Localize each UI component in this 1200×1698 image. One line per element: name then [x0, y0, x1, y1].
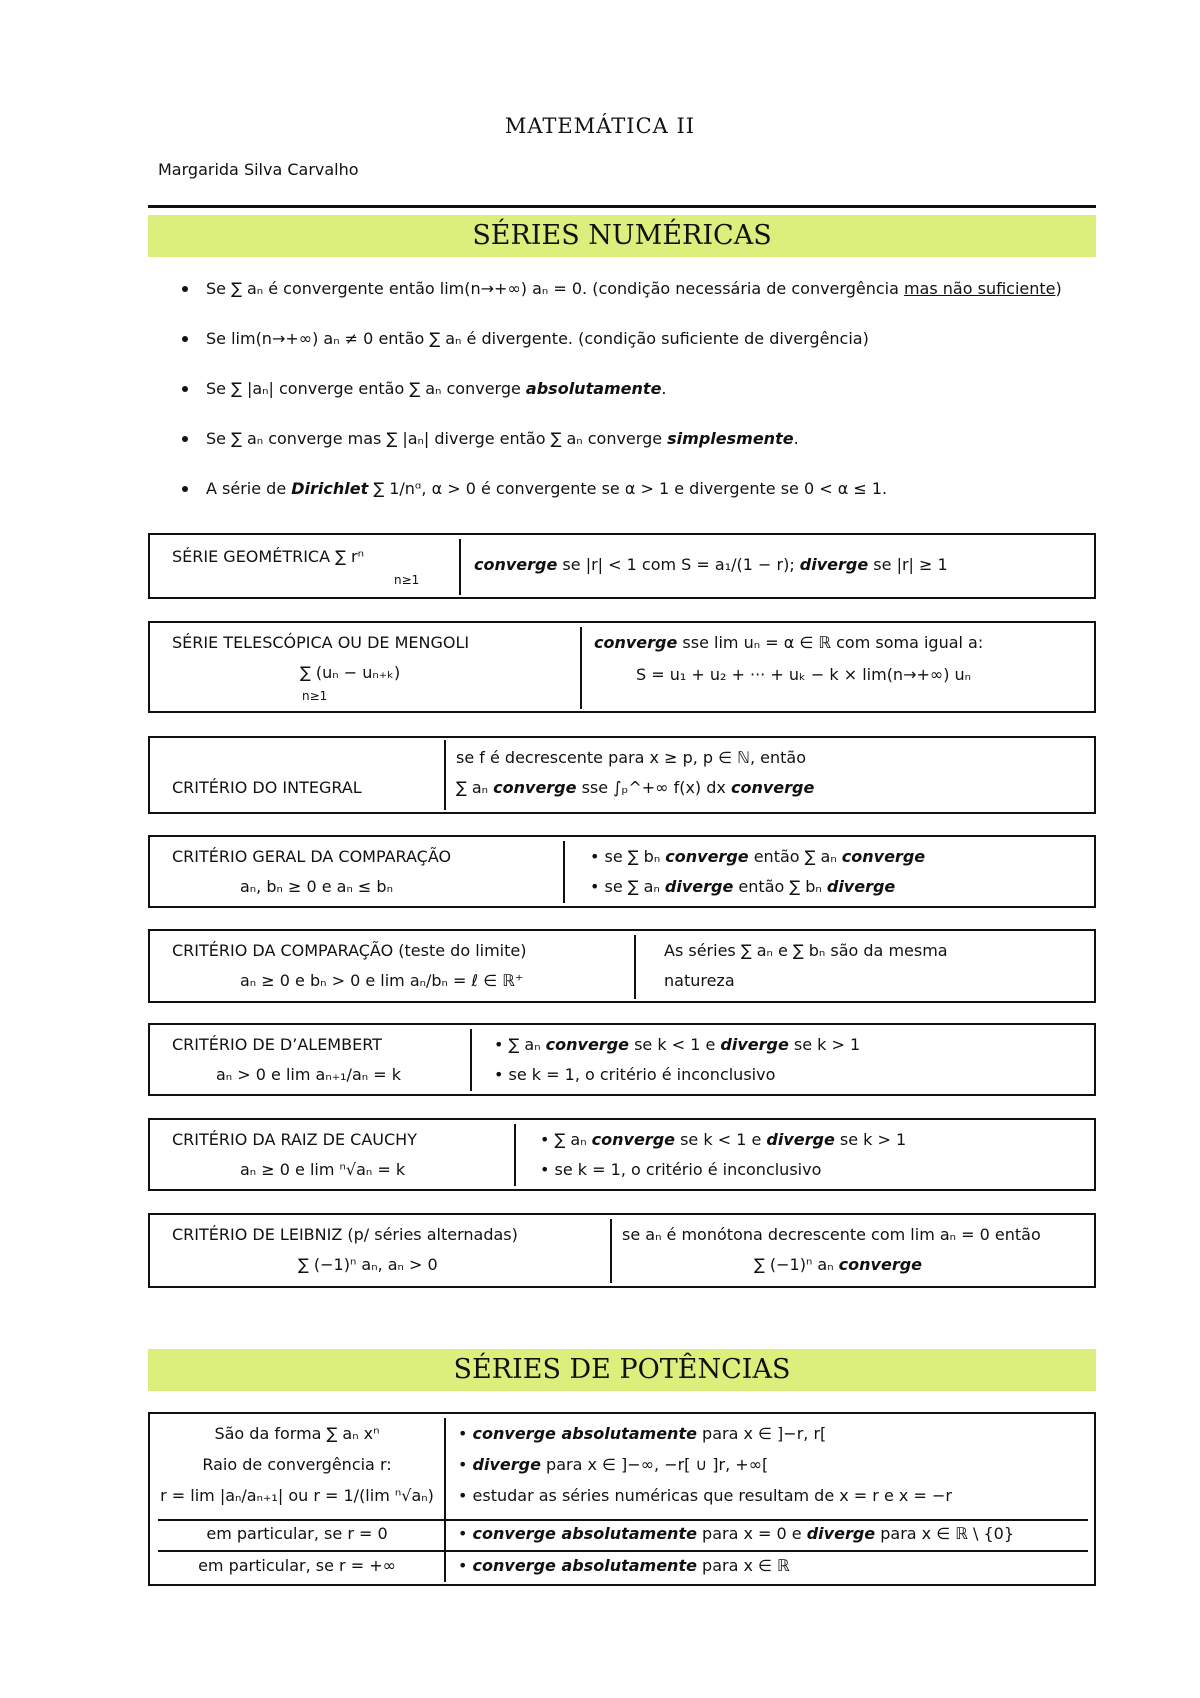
general-comparison-rule1 [590, 847, 925, 866]
bullet-dot [182, 286, 188, 292]
leibniz-rule2 [754, 1255, 922, 1274]
column-divider [459, 539, 461, 595]
converge-word: converge [545, 1035, 629, 1054]
cauchy-rule2: • se k = 1, o critério é inconclusivo [540, 1160, 822, 1179]
geometric-series-rule [474, 555, 948, 574]
cauchy-condition: aₙ ≥ 0 e lim ⁿ√aₙ = k [240, 1160, 406, 1179]
series-rules-list [182, 276, 1122, 526]
rule-text: se k > 1 [788, 1035, 861, 1054]
list-item [182, 426, 1122, 476]
cauchy-criterion-box [148, 1118, 1096, 1191]
rule-text: sse lim uₙ = α ∈ ℝ com soma igual a: [677, 633, 984, 652]
general-comparison-condition: aₙ, bₙ ≥ 0 e aₙ ≤ bₙ [240, 877, 393, 896]
cauchy-rule1 [540, 1130, 906, 1149]
row-divider [158, 1550, 1088, 1552]
telescopic-series-name: SÉRIE TELESCÓPICA OU DE MENGOLI [172, 633, 470, 652]
diverge-word: diverge [664, 877, 734, 896]
rule-text-end: ) [1055, 279, 1062, 298]
dalembert-condition: aₙ > 0 e lim aₙ₊₁/aₙ = k [216, 1065, 401, 1084]
converge-word: converge [594, 633, 678, 652]
geometric-series-index: n≥1 [394, 573, 420, 587]
power-series-r-zero: em particular, se r = 0 [206, 1524, 388, 1543]
converge-absolutely-word: converge absolutamente [472, 1524, 697, 1543]
rule-text: para x ∈ ℝ [696, 1556, 790, 1575]
power-series-radius-formula: r = lim |aₙ/aₙ₊₁| ou r = 1/(lim ⁿ√aₙ) [160, 1486, 434, 1505]
column-divider [470, 1029, 472, 1091]
rule-text-main: Se ∑ aₙ converge mas ∑ |aₙ| diverge então ∑ aₙ converge [206, 429, 668, 448]
general-comparison-name: CRITÉRIO GERAL DA COMPARAÇÃO [172, 847, 452, 866]
converge-word: converge [474, 555, 558, 574]
dalembert-rule2: • se k = 1, o critério é inconclusivo [494, 1065, 776, 1084]
power-series-radius-label: Raio de convergência r: [202, 1455, 392, 1474]
rule-text: • [458, 1524, 473, 1543]
diverge-word: diverge [799, 555, 869, 574]
rule-emphasis: absolutamente [525, 379, 662, 398]
column-divider [563, 841, 565, 903]
geometric-series-name: SÉRIE GEOMÉTRICA ∑ rⁿ [172, 547, 364, 566]
geometric-series-box [148, 533, 1096, 599]
leibniz-condition: ∑ (−1)ⁿ aₙ, aₙ > 0 [298, 1255, 438, 1274]
power-series-table [148, 1412, 1096, 1586]
rule-emphasis: Dirichlet [291, 479, 369, 498]
rule-text: • se ∑ aₙ [590, 877, 665, 896]
diverge-word: diverge [766, 1130, 835, 1149]
column-divider [444, 1418, 446, 1582]
list-item [182, 376, 1122, 426]
integral-rule-line2 [456, 778, 814, 797]
telescopic-series-box [148, 621, 1096, 713]
limit-comparison-condition: aₙ ≥ 0 e bₙ > 0 e lim aₙ/bₙ = ℓ ∈ ℝ⁺ [240, 971, 524, 990]
general-comparison-rule2 [590, 877, 895, 896]
power-series-r-infinity: em particular, se r = +∞ [198, 1556, 396, 1575]
telescopic-series-formula: ∑ (uₙ − uₙ₊ₖ) [300, 663, 401, 682]
rule-text: ∑ aₙ [456, 778, 494, 797]
converge-word: converge [665, 847, 749, 866]
leibniz-criterion-box [148, 1213, 1096, 1288]
bullet-dot [182, 436, 188, 442]
leibniz-rule1: se aₙ é monótona decrescente com lim aₙ = 0 então [622, 1225, 1041, 1244]
rule-text: • ∑ aₙ [494, 1035, 546, 1054]
limit-comparison-rule1: As séries ∑ aₙ e ∑ bₙ são da mesma [664, 941, 948, 960]
dalembert-rule1 [494, 1035, 860, 1054]
dalembert-criterion-name: CRITÉRIO DE D’ALEMBERT [172, 1035, 382, 1054]
title-divider [148, 205, 1096, 208]
rule-text: sse ∫ₚ^+∞ f(x) dx [576, 778, 731, 797]
rule-text [206, 476, 887, 502]
converge-word: converge [730, 778, 815, 797]
section-banner-series-numericas: SÉRIES NUMÉRICAS [148, 215, 1096, 257]
diverge-word: diverge [472, 1455, 541, 1474]
rule-text: para x ∈ ℝ \ {0} [875, 1524, 1015, 1543]
converge-absolutely-word: converge absolutamente [472, 1424, 697, 1443]
rule-text: • [458, 1455, 473, 1474]
rule-text: para x ∈ ]−r, r[ [696, 1424, 827, 1443]
rule-text: Se lim(n→+∞) aₙ ≠ 0 então ∑ aₙ é divergente. (condição suficiente de divergência) [206, 329, 869, 348]
power-series-r-zero-rule [458, 1524, 1014, 1543]
rule-text: para x ∈ ]−∞, −r[ ∪ ]r, +∞[ [540, 1455, 769, 1474]
rule-period: . [661, 379, 667, 398]
author-name: Margarida Silva Carvalho [158, 160, 359, 179]
rule-text: então ∑ bₙ [733, 877, 827, 896]
power-series-rule1 [458, 1424, 826, 1443]
cauchy-criterion-name: CRITÉRIO DA RAIZ DE CAUCHY [172, 1130, 417, 1149]
list-item [182, 476, 1122, 526]
rule-text: para x = 0 e [696, 1524, 807, 1543]
power-series-rule3: • estudar as séries numéricas que resultam de x = r e x = −r [458, 1486, 952, 1505]
general-comparison-box [148, 835, 1096, 908]
leibniz-criterion-name: CRITÉRIO DE LEIBNIZ (p/ séries alternadas) [172, 1225, 518, 1244]
integral-criterion-name: CRITÉRIO DO INTEGRAL [172, 778, 362, 797]
converge-word: converge [838, 1255, 923, 1274]
diverge-word: diverge [806, 1524, 876, 1543]
integral-rule-line1: se f é decrescente para x ≥ p, p ∈ ℕ, então [456, 748, 807, 767]
column-divider [444, 740, 446, 810]
document-title: MATEMÁTICA II [504, 114, 696, 138]
rule-text: • [458, 1424, 473, 1443]
power-series-rule2 [458, 1455, 768, 1474]
limit-comparison-box [148, 929, 1096, 1003]
dalembert-criterion-box [148, 1023, 1096, 1096]
rule-text-rest: ∑ 1/nᵅ, α > 0 é convergente se α > 1 e divergente se 0 < α ≤ 1. [368, 479, 888, 498]
column-divider [580, 627, 582, 709]
bullet-dot [182, 486, 188, 492]
integral-criterion-box [148, 736, 1096, 814]
column-divider [610, 1219, 612, 1283]
telescopic-rule-line1 [594, 633, 983, 652]
converge-absolutely-word: converge absolutamente [472, 1556, 697, 1575]
rule-text: • se ∑ bₙ [590, 847, 666, 866]
rule-text [206, 376, 667, 402]
column-divider [514, 1124, 516, 1186]
converge-word: converge [591, 1130, 675, 1149]
rule-text: então ∑ aₙ [748, 847, 842, 866]
rule-text: se k > 1 [834, 1130, 907, 1149]
rule-text-main: A série de [206, 479, 292, 498]
converge-word: converge [841, 847, 926, 866]
limit-comparison-rule2: natureza [664, 971, 735, 990]
telescopic-rule-line2: S = u₁ + u₂ + ··· + uₖ − k × lim(n→+∞) uₙ [636, 665, 972, 684]
limit-comparison-name: CRITÉRIO DA COMPARAÇÃO (teste do limite) [172, 941, 527, 960]
bullet-dot [182, 386, 188, 392]
rule-text [206, 276, 1062, 302]
rule-emphasis: simplesmente [667, 429, 794, 448]
rule-text: • ∑ aₙ [540, 1130, 592, 1149]
row-divider [158, 1519, 1088, 1521]
rule-text: se k < 1 e [629, 1035, 721, 1054]
rule-text-main: Se ∑ aₙ é convergente então lim(n→+∞) aₙ = 0. (condição necessária de convergência [206, 279, 904, 298]
bullet-dot [182, 336, 188, 342]
diverge-word: diverge [826, 877, 896, 896]
rule-text [206, 426, 799, 452]
list-item [182, 326, 1122, 376]
converge-word: converge [493, 778, 577, 797]
telescopic-series-index: n≥1 [302, 689, 328, 703]
rule-text-underlined: mas não suficiente [903, 279, 1056, 298]
rule-text: se k < 1 e [675, 1130, 767, 1149]
rule-period: . [793, 429, 799, 448]
column-divider [634, 935, 636, 999]
power-series-form: São da forma ∑ aₙ xⁿ [214, 1424, 380, 1443]
list-item [182, 276, 1122, 326]
rule-text: se |r| < 1 com S = a₁/(1 − r); [557, 555, 800, 574]
section-banner-series-potencias: SÉRIES DE POTÊNCIAS [148, 1349, 1096, 1391]
rule-text-main: Se ∑ |aₙ| converge então ∑ aₙ converge [206, 379, 526, 398]
rule-text: • [458, 1556, 473, 1575]
power-series-r-infinity-rule [458, 1556, 790, 1575]
rule-text: ∑ (−1)ⁿ aₙ [754, 1255, 839, 1274]
diverge-word: diverge [720, 1035, 789, 1054]
rule-text: se |r| ≥ 1 [868, 555, 948, 574]
